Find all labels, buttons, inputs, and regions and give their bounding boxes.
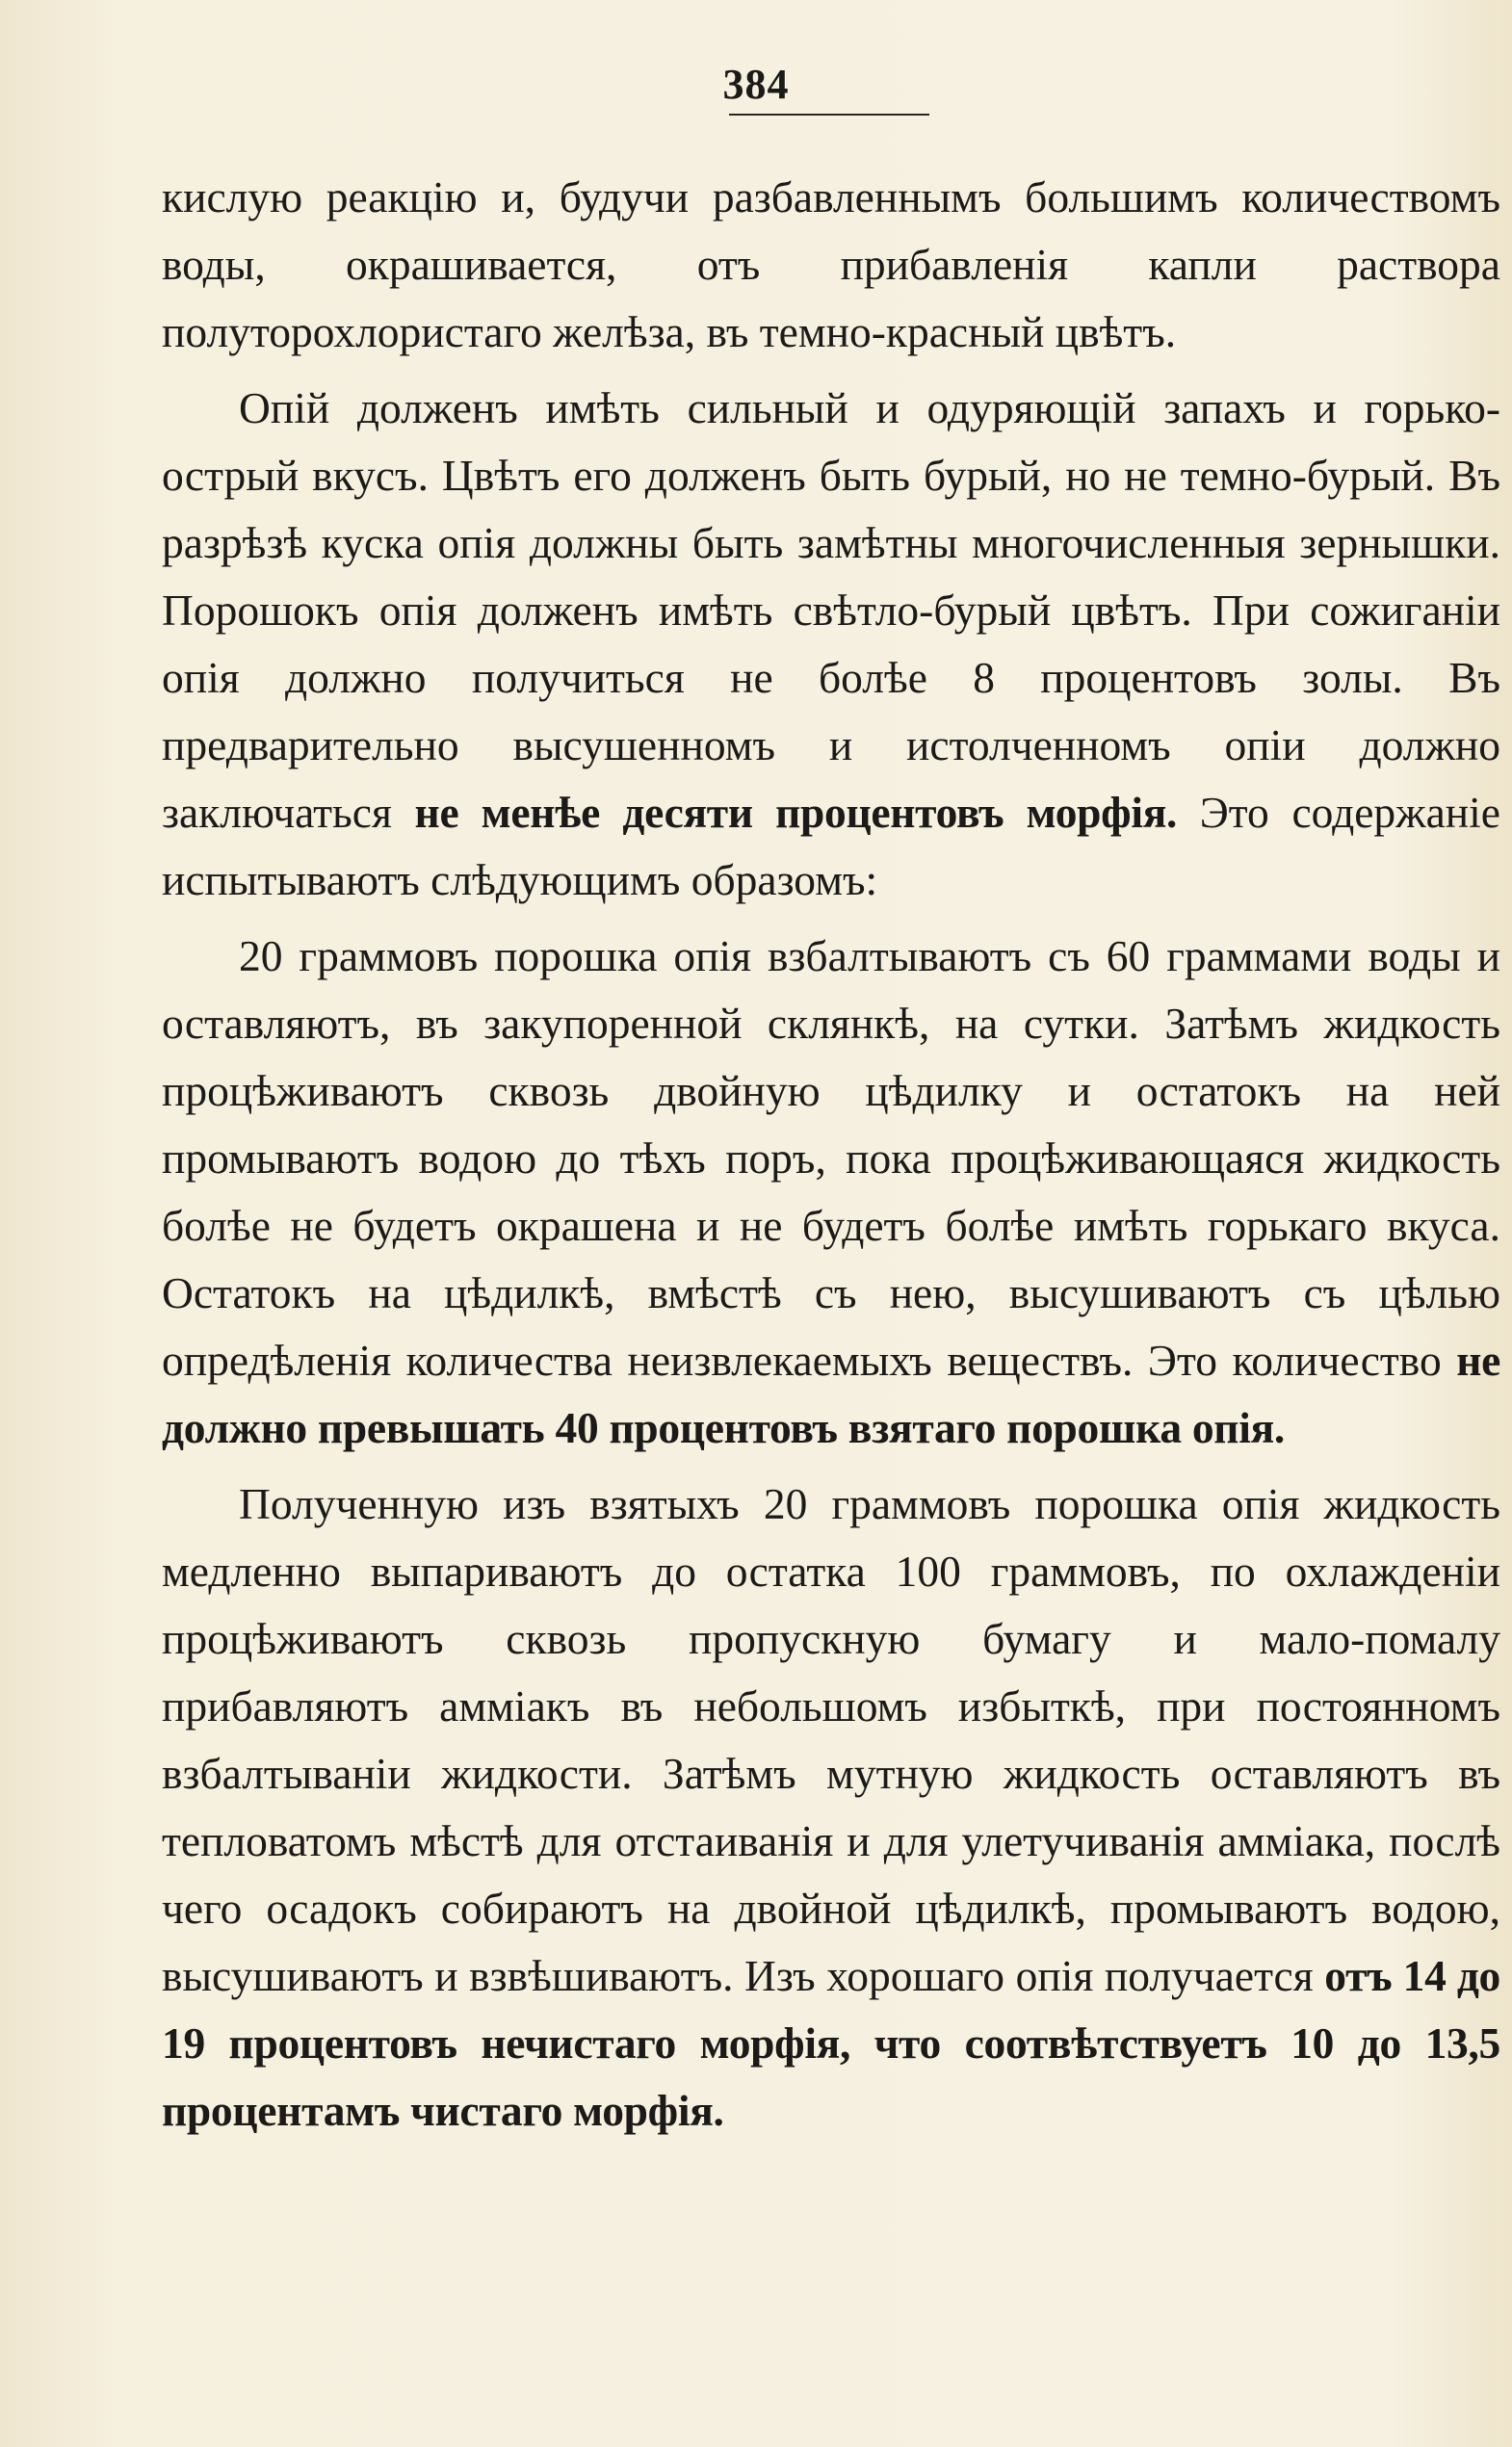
- bold-text-run: не менѣе десяти процентовъ морфія.: [414, 788, 1178, 837]
- page-number: 384: [722, 61, 790, 108]
- paragraph: [162, 1471, 1500, 2145]
- text-run: кислую реакцію и, будучи разбавленнымъ большимъ количествомъ воды, окрашивается, отъ прибавленія капли раствора полуторохлористаго желѣза, въ темно-красный цвѣтъ.: [162, 172, 1500, 356]
- paragraph: [162, 923, 1500, 1462]
- bold-text-run: отъ 14 до 19 процентовъ нечистаго морфія, что соотвѣтствуетъ 10 до 13,5 процентамъ чистаго морфія.: [162, 1951, 1500, 2135]
- text-run: Опій долженъ имѣть сильный и одуряющій запахъ и горько-острый вкусъ. Цвѣтъ его долженъ быть бурый, но не темно-бурый. Въ разрѣзѣ куска опія должны быть замѣтны многочисленныя зернышки. Порошокъ опія долженъ имѣть свѣтло-бурый цвѣтъ. При сожиганіи опія должно получиться не болѣе 8 процентовъ золы. Въ предварительно высушенномъ и истолченномъ опіи должно заключаться: [162, 383, 1500, 837]
- paragraph: [162, 164, 1500, 366]
- text-run: Полученную изъ взятыхъ 20 граммовъ порошка опія жидкость медленно выпариваютъ до остатка 100 граммовъ, по охлажденіи процѣживаютъ сквозь пропускную бумагу и мало-помалу прибавляютъ амміакъ въ небольшомъ избыткѣ, при постоянномъ взбалтываніи жидкости. Затѣмъ мутную жидкость оставляютъ въ тепловатомъ мѣстѣ для отстаиванія и для улетучиванія амміака, послѣ чего осадокъ собираютъ на двойной цѣдилкѣ, промываютъ водою, высушиваютъ и взвѣшиваютъ. Изъ хорошаго опія получается: [162, 1479, 1500, 2000]
- bold-text-run: не должно превышать 40 процентовъ взятаго порошка опія.: [162, 1336, 1500, 1452]
- text-run: Это содержаніе испытываютъ слѣдующимъ образомъ:: [162, 788, 1500, 904]
- body-text: [162, 164, 1500, 2153]
- paragraph: [162, 375, 1500, 914]
- text-run: 20 граммовъ порошка опія взбалтываютъ съ 60 граммами воды и оставляютъ, въ закупоренной склянкѣ, на сутки. Затѣмъ жидкость процѣживаютъ сквозь двойную цѣдилку и остатокъ на ней промываютъ водою до тѣхъ поръ, пока процѣживающаяся жидкость болѣе не будетъ окрашена и не будетъ болѣе имѣть горькаго вкуса. Остатокъ на цѣдилкѣ, вмѣстѣ съ нею, высушиваютъ съ цѣлью опредѣленія количества неизвлекаемыхъ веществъ. Это количество: [162, 931, 1500, 1385]
- header-rule: [729, 114, 929, 116]
